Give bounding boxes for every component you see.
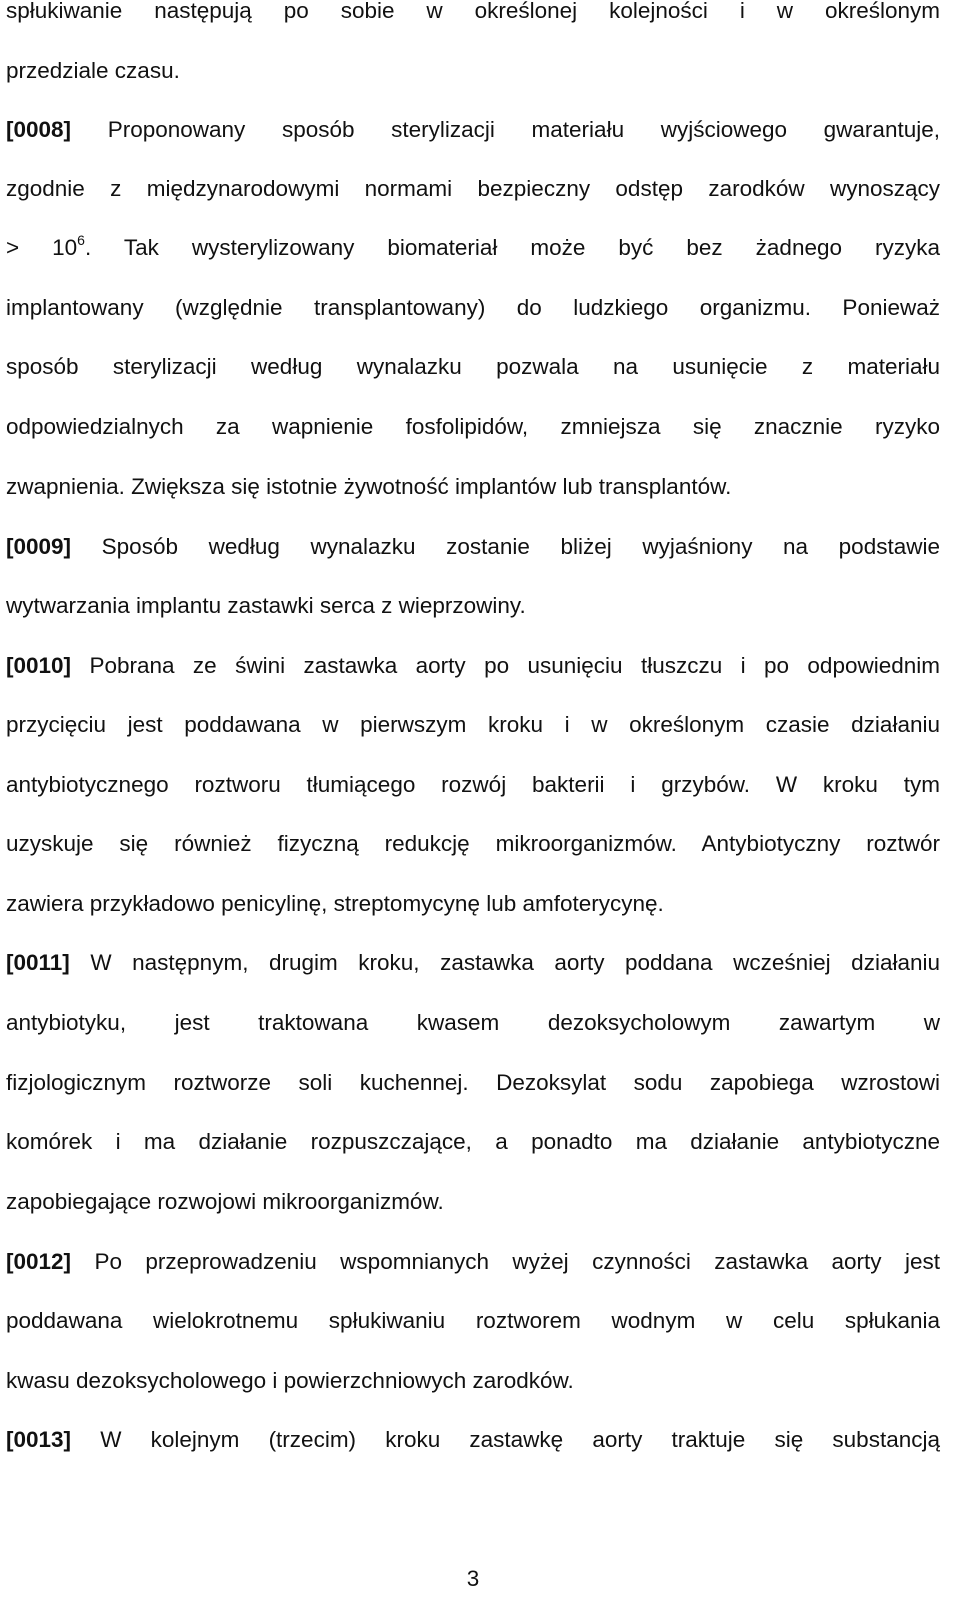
text-line-with-exponent bbox=[6, 231, 940, 265]
text-line: antybiotycznego roztworu tłumiącego rozwój bakterii i grzybów. W kroku tym bbox=[6, 772, 940, 797]
paragraph-number: [0012] bbox=[6, 1249, 72, 1274]
text-line: przycięciu jest poddawana w pierwszym kroku i w określonym czasie działaniu bbox=[6, 712, 940, 737]
paragraph-number: [0010] bbox=[6, 653, 72, 678]
paragraph-0013-start bbox=[6, 1423, 940, 1457]
text-fragment: Sposób według wynalazku zostanie bliżej wyjaśniony na podstawie bbox=[101, 534, 940, 559]
text-fragment: Pobrana ze świni zastawka aorty po usunięciu tłuszczu i po odpowiednim bbox=[89, 653, 940, 678]
text-fragment: Proponowany sposób sterylizacji materiału wyjściowego gwarantuje, bbox=[107, 117, 940, 142]
text-fragment: W kolejnym (trzecim) kroku zastawkę aorty traktuje się substancją bbox=[100, 1427, 940, 1452]
text-line: kwasu dezoksycholowego i powierzchniowych zarodków. bbox=[6, 1368, 574, 1393]
paragraph-number: [0013] bbox=[6, 1427, 72, 1452]
paragraph-0008-start bbox=[6, 113, 940, 147]
paragraph-0010-start bbox=[6, 649, 940, 683]
text-line: wytwarzania implantu zastawki serca z wieprzowiny. bbox=[6, 593, 526, 618]
text-fragment: W następnym, drugim kroku, zastawka aorty poddana wcześniej działaniu bbox=[90, 950, 940, 975]
text-line: fizjologicznym roztworze soli kuchennej. Dezoksylat sodu zapobiega wzrostowi bbox=[6, 1070, 940, 1095]
paragraph-0009-start bbox=[6, 530, 940, 564]
text-line: komórek i ma działanie rozpuszczające, a ponadto ma działanie antybiotyczne bbox=[6, 1129, 940, 1154]
germ-limit-prefix: > 10 bbox=[6, 235, 78, 260]
text-line: sposób sterylizacji według wynalazku pozwala na usunięcie z materiału bbox=[6, 354, 940, 379]
text-line: zawiera przykładowo penicylinę, streptomycynę lub amfoterycynę. bbox=[6, 891, 664, 916]
text-line: antybiotyku, jest traktowana kwasem dezoksycholowym zawartym w bbox=[6, 1010, 940, 1035]
paragraph-number: [0011] bbox=[6, 950, 70, 975]
germ-limit-suffix: . bbox=[84, 235, 92, 260]
page-number: 3 bbox=[466, 1566, 480, 1591]
paragraph-0011-start bbox=[6, 946, 940, 980]
text-line: zwapnienia. Zwiększa się istotnie żywotność implantów lub transplantów. bbox=[6, 474, 732, 499]
text-line: poddawana wielokrotnemu spłukiwaniu roztworem wodnym w celu spłukania bbox=[6, 1308, 940, 1333]
paragraph-number: [0008] bbox=[6, 117, 72, 142]
text-line: uzyskuje się również fizyczną redukcję mikroorganizmów. Antybiotyczny roztwór bbox=[6, 831, 940, 856]
paragraph-number: [0009] bbox=[6, 534, 72, 559]
text-line: zgodnie z międzynarodowymi normami bezpieczny odstęp zarodków wynoszący bbox=[6, 176, 940, 201]
text-line: spłukiwanie następują po sobie w określonej kolejności i w określonym bbox=[6, 0, 940, 23]
text-fragment: Po przeprowadzeniu wspomnianych wyżej czynności zastawka aorty jest bbox=[94, 1249, 940, 1274]
text-line: przedziale czasu. bbox=[6, 58, 180, 83]
text-line: implantowany (względnie transplantowany) do ludzkiego organizmu. Ponieważ bbox=[6, 295, 940, 320]
paragraph-0012-start bbox=[6, 1245, 940, 1279]
germ-limit-exponent: 6 bbox=[77, 231, 85, 248]
text-line: odpowiedzialnych za wapnienie fosfolipidów, zmniejsza się znacznie ryzyko bbox=[6, 414, 940, 439]
text-fragment: Tak wysterylizowany biomateriał może być bez żadnego ryzyka bbox=[123, 235, 940, 260]
text-line: zapobiegające rozwojowi mikroorganizmów. bbox=[6, 1189, 444, 1214]
document-page bbox=[6, 0, 940, 1599]
